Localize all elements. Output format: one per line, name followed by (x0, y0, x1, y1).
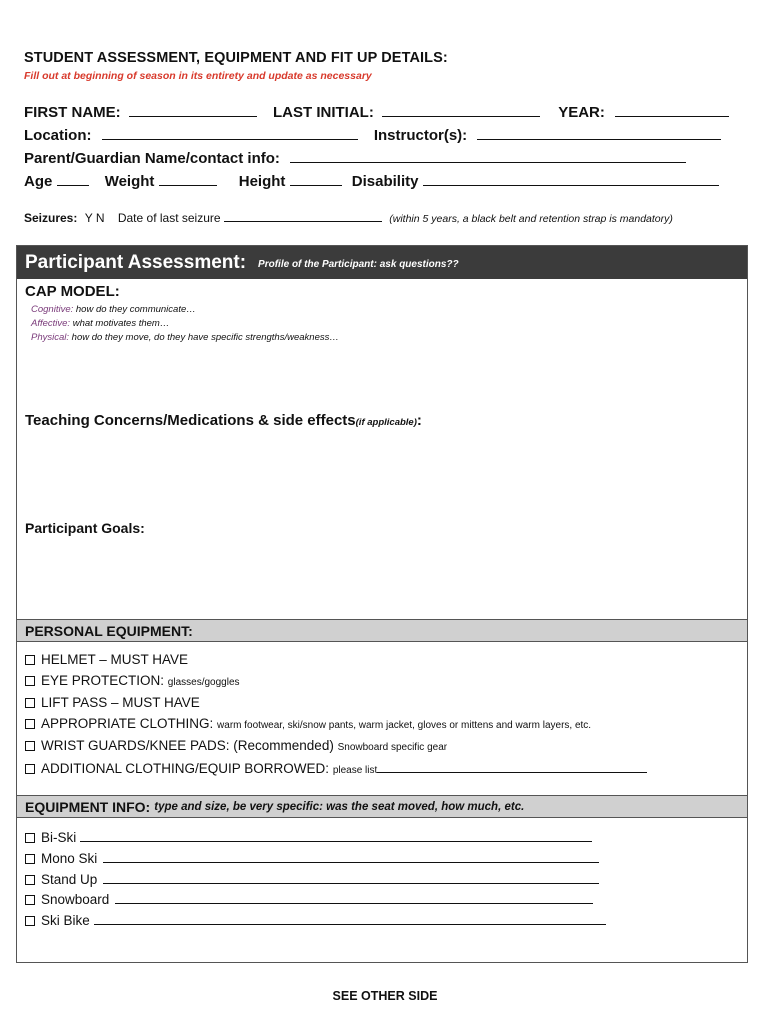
age-field[interactable] (57, 172, 89, 186)
checkbox[interactable] (25, 676, 35, 686)
seizures-label: Seizures: (24, 211, 78, 225)
last-initial-label: LAST INITIAL: (273, 104, 374, 121)
checkbox[interactable] (25, 719, 35, 729)
checkbox[interactable] (25, 875, 35, 885)
location-field[interactable] (102, 126, 358, 140)
instructors-field[interactable] (477, 126, 721, 140)
cap-item-affective: Affective: what motivates them… (31, 318, 170, 329)
checklist-item-wrist-guards: WRIST GUARDS/KNEE PADS: (Recommended) Snowboard specific gear (25, 736, 647, 759)
seizures-yn[interactable]: Y N (84, 211, 105, 225)
last-initial-field[interactable] (382, 103, 540, 117)
equip-field[interactable] (80, 832, 592, 842)
location-label: Location: (24, 127, 92, 144)
cap-item-physical: Physical: how do they move, do they have specific strengths/weakness… (31, 332, 339, 343)
cap-model-list (31, 303, 339, 345)
equip-field[interactable] (103, 874, 599, 884)
personal-equipment-header: PERSONAL EQUIPMENT: (17, 619, 747, 642)
first-name-field[interactable] (129, 103, 257, 117)
seizure-date-field[interactable] (224, 212, 382, 222)
parent-line (24, 147, 744, 170)
checkbox[interactable] (25, 698, 35, 708)
checklist-item-additional: ADDITIONAL CLOTHING/EQUIP BORROWED: please list (25, 759, 647, 782)
instructors-label: Instructor(s): (373, 127, 468, 144)
name-line (24, 101, 744, 124)
parent-field[interactable] (290, 149, 686, 163)
checkbox[interactable] (25, 655, 35, 665)
disability-field[interactable] (423, 172, 719, 186)
checklist-item-lift-pass: LIFT PASS – MUST HAVE (25, 693, 647, 714)
participant-goals-heading: Participant Goals: (25, 520, 145, 536)
participant-assessment-header (17, 246, 747, 279)
teaching-concerns-heading: Teaching Concerns/Medications & side effects(if applicable): (25, 412, 422, 429)
participant-assessment-title: Participant Assessment: (25, 251, 247, 273)
equipment-info-list (25, 828, 606, 932)
checklist-item-helmet: HELMET – MUST HAVE (25, 650, 647, 671)
equip-item-mono-ski: Mono Ski (25, 849, 606, 870)
cap-item-cognitive: Cognitive: how do they communicate… (31, 304, 196, 315)
participant-assessment-subtitle: Profile of the Participant: ask questions?? (258, 259, 459, 270)
equip-item-bi-ski: Bi-Ski (25, 828, 606, 849)
height-field[interactable] (290, 172, 342, 186)
parent-label: Parent/Guardian Name/contact info: (24, 150, 280, 167)
checkbox[interactable] (25, 741, 35, 751)
equip-item-stand-up: Stand Up (25, 870, 606, 891)
assessment-box (16, 245, 748, 963)
first-name-label: FIRST NAME: (24, 104, 121, 121)
disability-label: Disability (351, 173, 419, 190)
checklist-item-eye-protection: EYE PROTECTION: glasses/goggles (25, 671, 647, 694)
form-title: STUDENT ASSESSMENT, EQUIPMENT AND FIT UP DETAILS: (24, 50, 448, 66)
equip-field[interactable] (103, 853, 599, 863)
checkbox[interactable] (25, 895, 35, 905)
checkbox[interactable] (25, 854, 35, 864)
additional-list-field[interactable] (377, 763, 647, 773)
equip-item-snowboard: Snowboard (25, 890, 606, 911)
age-line (24, 170, 744, 193)
seizure-note: (within 5 years, a black belt and retention strap is mandatory) (389, 213, 673, 225)
equip-field[interactable] (94, 915, 606, 925)
checkbox[interactable] (25, 764, 35, 774)
location-line (24, 124, 744, 147)
height-label: Height (238, 173, 286, 190)
form-subtitle: Fill out at beginning of season in its entirety and update as necessary (24, 70, 372, 82)
equip-item-ski-bike: Ski Bike (25, 911, 606, 932)
weight-label: Weight (104, 173, 155, 190)
weight-field[interactable] (159, 172, 217, 186)
year-field[interactable] (615, 103, 729, 117)
see-other-side: SEE OTHER SIDE (332, 989, 438, 1003)
checkbox[interactable] (25, 833, 35, 843)
cap-model-heading: CAP MODEL: (25, 283, 120, 300)
year-label: YEAR: (558, 104, 605, 121)
seizure-date-label: Date of last seizure (117, 211, 221, 225)
equip-field[interactable] (115, 894, 593, 904)
student-info-fields (24, 101, 744, 193)
equipment-info-header: EQUIPMENT INFO: type and size, be very specific: was the seat moved, how much, etc. (17, 795, 747, 818)
checkbox[interactable] (25, 916, 35, 926)
seizure-line (24, 211, 673, 225)
age-label: Age (24, 173, 53, 190)
checklist-item-clothing: APPROPRIATE CLOTHING: warm footwear, ski/snow pants, warm jacket, gloves or mittens and warm layers, etc. (25, 714, 647, 737)
personal-equipment-list (25, 650, 647, 782)
